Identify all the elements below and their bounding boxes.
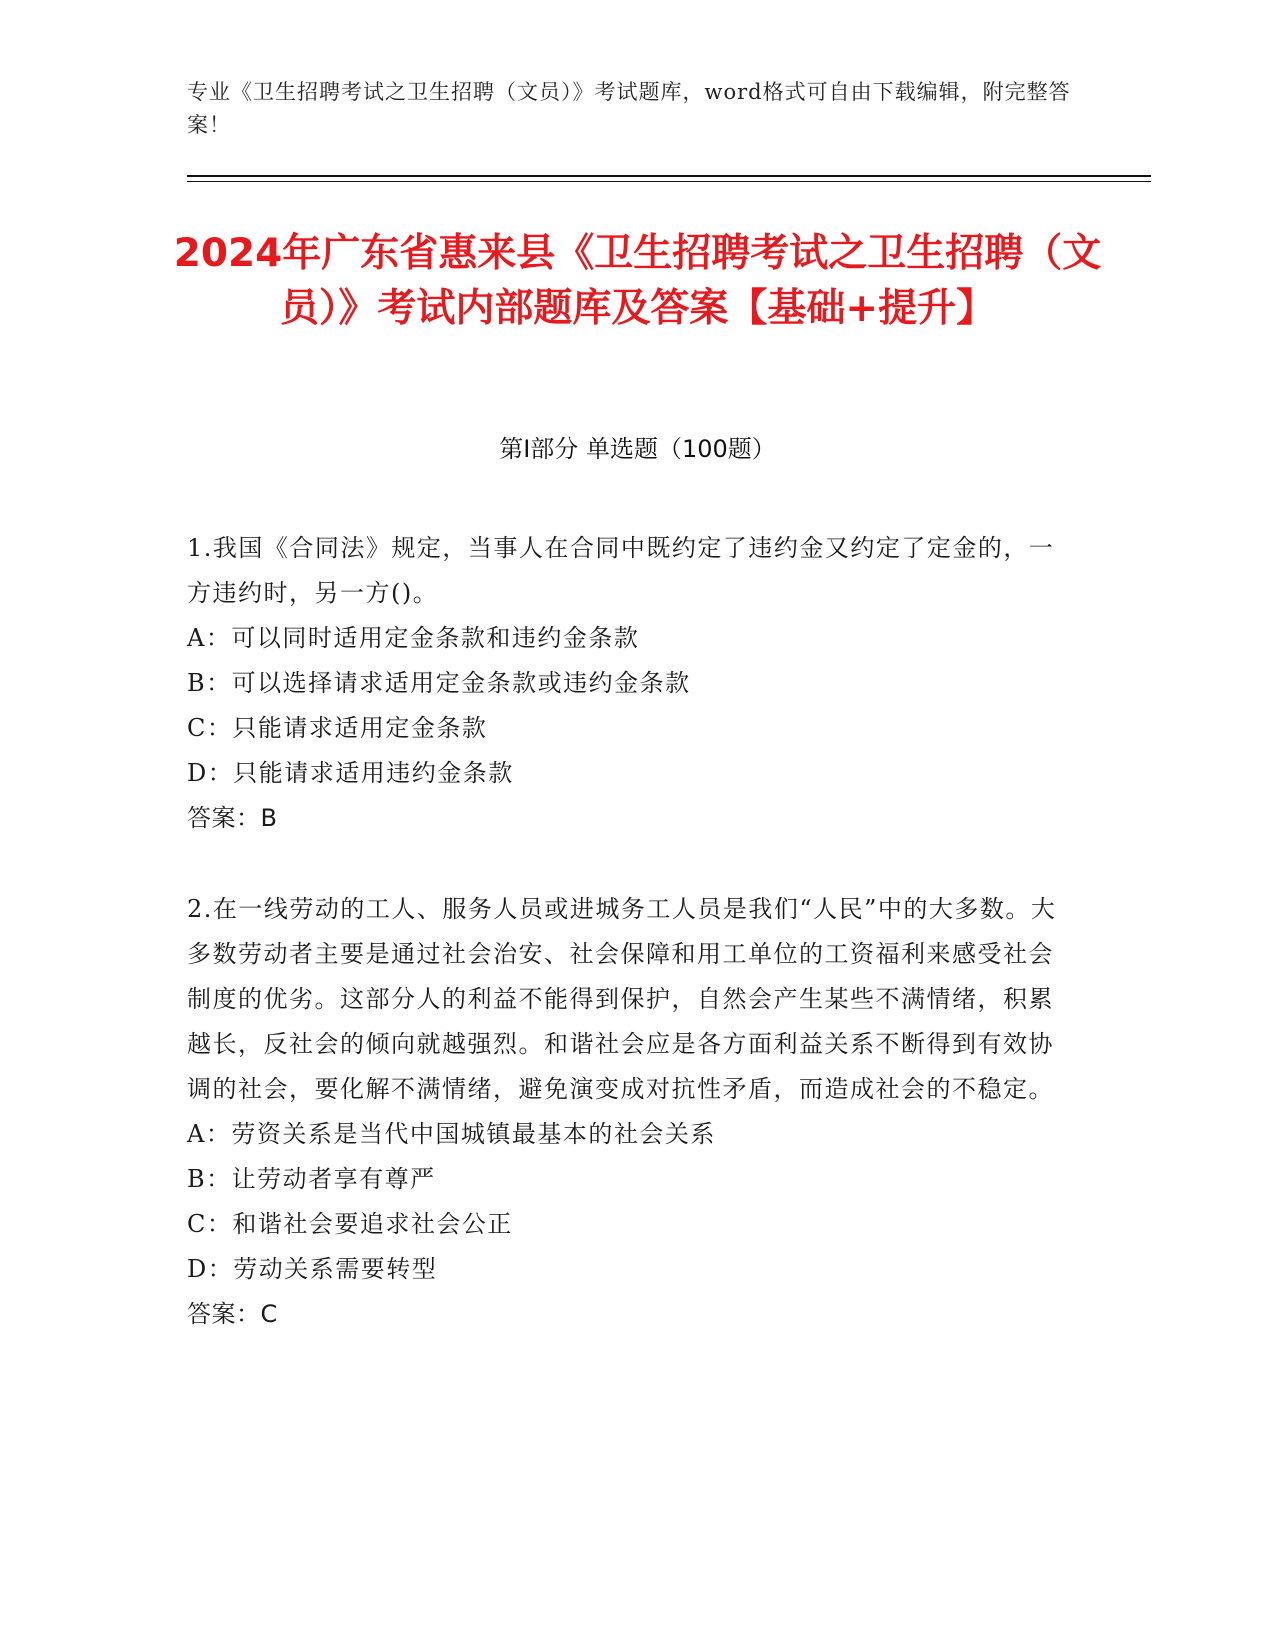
- header-note: 专业《卫生招聘考试之卫生招聘（文员）》考试题库，word格式可自由下载编辑，附完整答案！: [187, 80, 1071, 137]
- option-a: A：劳资关系是当代中国城镇最基本的社会关系: [187, 1120, 716, 1148]
- document-title: 2024年广东省惠来县《卫生招聘考试之卫生招聘（文员）》考试内部题库及答案【基础+提升】: [173, 231, 1102, 331]
- question-2: [187, 887, 1067, 1337]
- section-heading: 第Ⅰ部分 单选题（100题）: [499, 435, 776, 463]
- option-b: B：让劳动者享有尊严: [187, 1165, 436, 1193]
- header-divider-thick: [187, 175, 1151, 177]
- question-stem: 2.在一线劳动的工人、服务人员或进城务工人员是我们“人民”中的大多数。大多数劳动者主要是通过社会治安、社会保障和用工单位的工资福利来感受社会制度的优劣。这部分人的利益不能得到保护，自然会产生某些不满情绪，积累越长，反社会的倾向就越强烈。和谐社会应是各方面利益关系不断得到有效协调的社会，要化解不满情绪，避免演变成对抗性矛盾，而造成社会的不稳定。: [187, 895, 1057, 1103]
- question-stem: 1.我国《合同法》规定，当事人在合同中既约定了违约金又约定了定金的，一方违约时，另一方()。: [187, 534, 1055, 607]
- option-d: D：劳动关系需要转型: [187, 1255, 438, 1283]
- option-b: B：可以选择请求适用定金条款或违约金条款: [187, 669, 691, 697]
- answer: 答案：B: [187, 804, 278, 832]
- option-a: A：可以同时适用定金条款和违约金条款: [187, 624, 640, 652]
- answer: 答案：C: [187, 1300, 278, 1328]
- header-divider-thin: [187, 181, 1151, 182]
- question-1: [187, 526, 1067, 841]
- option-c: C：只能请求适用定金条款: [187, 714, 488, 742]
- option-c: C：和谐社会要追求社会公正: [187, 1210, 513, 1238]
- option-d: D：只能请求适用违约金条款: [187, 759, 514, 787]
